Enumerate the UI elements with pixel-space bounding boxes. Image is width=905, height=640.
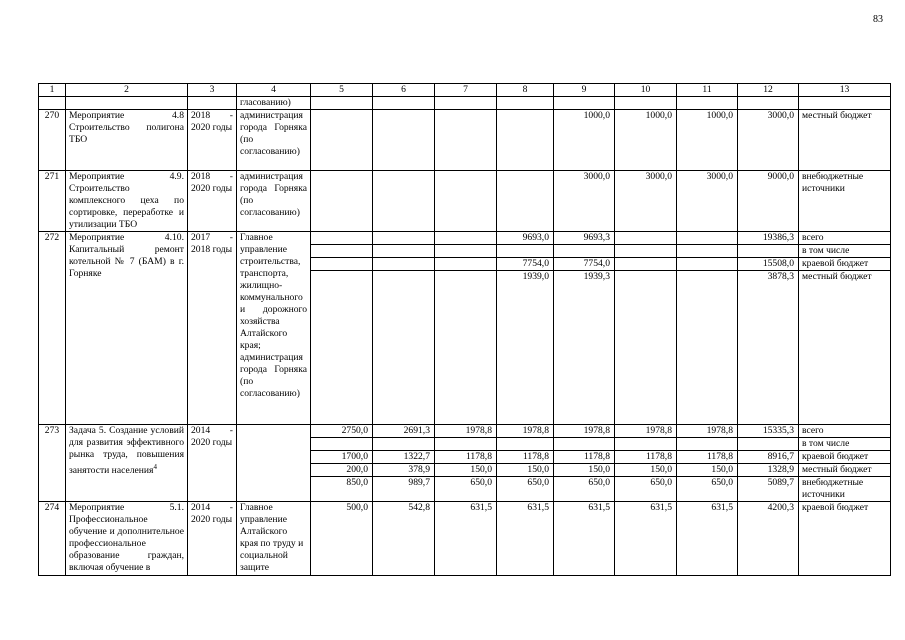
table-row — [39, 171, 891, 232]
value-cell: 200,0 — [311, 464, 373, 477]
executor-cell: Главное управление строительства, транспорта, жилищно-коммунального и дорожного хозяйства Алтайского края; администрация города Горняка (по согласованию) — [237, 232, 311, 425]
value-cell: 989,7 — [373, 477, 435, 502]
value-cell — [373, 171, 435, 232]
header-cell: 9 — [554, 84, 615, 97]
value-cell — [738, 438, 799, 451]
funding-source: в том числе — [799, 438, 891, 451]
value-cell: 3000,0 — [677, 171, 738, 232]
value-cell: 150,0 — [435, 464, 497, 477]
value-cell: 631,5 — [497, 502, 554, 576]
value-cell: 378,9 — [373, 464, 435, 477]
value-cell: 7754,0 — [497, 258, 554, 271]
value-cell: 3000,0 — [554, 171, 615, 232]
header-cell: 3 — [188, 84, 237, 97]
executor-cell: администрация города Горняка (по согласованию) — [237, 171, 311, 232]
funding-source: всего — [799, 232, 891, 245]
value-cell: 7754,0 — [554, 258, 615, 271]
value-cell: 650,0 — [554, 477, 615, 502]
value-cell: 19386,3 — [738, 232, 799, 245]
row-number: 272 — [39, 232, 66, 425]
funding-source: краевой бюджет — [799, 258, 891, 271]
value-cell: 1000,0 — [615, 110, 677, 171]
table-row — [39, 232, 891, 245]
footnote-marker: 4 — [153, 463, 157, 471]
value-cell: 500,0 — [311, 502, 373, 576]
value-cell: 3878,3 — [738, 271, 799, 425]
value-cell — [738, 245, 799, 258]
column-number-header-row — [39, 84, 891, 97]
value-cell — [311, 110, 373, 171]
period: 2018 - 2020 годы — [188, 171, 237, 232]
header-cell: 10 — [615, 84, 677, 97]
executor-cell: Главное управление Алтайского края по труду и социальной защите — [237, 502, 311, 576]
executor-cell: администрация города Горняка (по согласованию) — [237, 110, 311, 171]
period: 2018 - 2020 годы — [188, 110, 237, 171]
value-cell: 631,5 — [554, 502, 615, 576]
header-cell: 12 — [738, 84, 799, 97]
value-cell: 15335,3 — [738, 425, 799, 438]
table-row — [39, 425, 891, 438]
value-cell: 9693,0 — [497, 232, 554, 245]
table-row — [39, 502, 891, 576]
value-cell — [435, 438, 497, 451]
header-cell: 11 — [677, 84, 738, 97]
header-cell: 1 — [39, 84, 66, 97]
value-cell — [497, 438, 554, 451]
funding-source: внебюджетные источники — [799, 477, 891, 502]
header-cell: 6 — [373, 84, 435, 97]
value-cell: 2691,3 — [373, 425, 435, 438]
table-row — [39, 110, 891, 171]
value-cell: 1178,8 — [615, 451, 677, 464]
value-cell: 1322,7 — [373, 451, 435, 464]
executor-cell: гласованию) — [237, 97, 311, 110]
value-cell: 150,0 — [497, 464, 554, 477]
period: 2014 - 2020 годы — [188, 502, 237, 576]
value-cell: 650,0 — [497, 477, 554, 502]
value-cell: 150,0 — [615, 464, 677, 477]
value-cell: 3000,0 — [738, 110, 799, 171]
row-number: 270 — [39, 110, 66, 171]
value-cell: 3000,0 — [615, 171, 677, 232]
row-number: 274 — [39, 502, 66, 576]
funding-source: краевой бюджет — [799, 451, 891, 464]
value-cell: 8916,7 — [738, 451, 799, 464]
value-cell: 1178,8 — [497, 451, 554, 464]
value-cell: 1978,8 — [677, 425, 738, 438]
value-cell: 631,5 — [435, 502, 497, 576]
value-cell: 4200,3 — [738, 502, 799, 576]
activity-name: Мероприятие 4.10. Капитальный ремонт котельной № 7 (БАМ) в г. Горняке — [66, 232, 188, 425]
funding-source: краевой бюджет — [799, 502, 891, 576]
header-cell: 8 — [497, 84, 554, 97]
value-cell — [435, 110, 497, 171]
value-cell: 542,8 — [373, 502, 435, 576]
activity-name: Мероприятие 4.8 Строительство полигона ТБО — [66, 110, 188, 171]
value-cell — [497, 245, 554, 258]
value-cell: 1328,9 — [738, 464, 799, 477]
header-cell: 5 — [311, 84, 373, 97]
task-name-text: Задача 5. Создание условий для развития эффективного рынка труда, повышения занятости населения — [69, 425, 184, 477]
task-name — [66, 425, 188, 502]
value-cell — [554, 438, 615, 451]
value-cell: 1939,3 — [554, 271, 615, 425]
value-cell: 1178,8 — [435, 451, 497, 464]
value-cell: 1700,0 — [311, 451, 373, 464]
row-number: 271 — [39, 171, 66, 232]
funding-source: в том числе — [799, 245, 891, 258]
value-cell: 1178,8 — [677, 451, 738, 464]
value-cell: 1000,0 — [677, 110, 738, 171]
value-cell — [554, 245, 615, 258]
value-cell: 650,0 — [615, 477, 677, 502]
value-cell: 150,0 — [677, 464, 738, 477]
table-row — [39, 97, 891, 110]
funding-source: местный бюджет — [799, 110, 891, 171]
value-cell: 650,0 — [435, 477, 497, 502]
value-cell: 650,0 — [677, 477, 738, 502]
header-cell: 4 — [237, 84, 311, 97]
funding-source: местный бюджет — [799, 271, 891, 425]
header-cell: 7 — [435, 84, 497, 97]
funding-source: внебюджетные источники — [799, 171, 891, 232]
value-cell: 1978,8 — [435, 425, 497, 438]
row-number: 273 — [39, 425, 66, 502]
page-number: 83 — [873, 14, 883, 25]
value-cell — [677, 438, 738, 451]
header-cell: 13 — [799, 84, 891, 97]
value-cell: 1000,0 — [554, 110, 615, 171]
funding-source: всего — [799, 425, 891, 438]
header-cell: 2 — [66, 84, 188, 97]
program-activities-table — [38, 83, 891, 576]
period: 2014 - 2020 годы — [188, 425, 237, 502]
value-cell: 2750,0 — [311, 425, 373, 438]
activity-name: Мероприятие 5.1. Профессиональное обучение и дополнительное профессиональное образование граждан, включая обучение в — [66, 502, 188, 576]
activity-name: Мероприятие 4.9. Строительство комплексного цеха по сортировке, переработке и утилизации ТБО — [66, 171, 188, 232]
value-cell: 1178,8 — [554, 451, 615, 464]
value-cell: 850,0 — [311, 477, 373, 502]
value-cell — [497, 171, 554, 232]
value-cell — [311, 438, 373, 451]
funding-source: местный бюджет — [799, 464, 891, 477]
value-cell: 1978,8 — [497, 425, 554, 438]
value-cell — [311, 171, 373, 232]
period: 2017 - 2018 годы — [188, 232, 237, 425]
value-cell — [497, 110, 554, 171]
value-cell — [373, 438, 435, 451]
value-cell: 631,5 — [615, 502, 677, 576]
value-cell — [435, 171, 497, 232]
value-cell — [373, 110, 435, 171]
value-cell: 9000,0 — [738, 171, 799, 232]
value-cell: 9693,3 — [554, 232, 615, 245]
value-cell: 1939,0 — [497, 271, 554, 425]
value-cell: 5089,7 — [738, 477, 799, 502]
value-cell: 631,5 — [677, 502, 738, 576]
value-cell: 1978,8 — [615, 425, 677, 438]
value-cell: 15508,0 — [738, 258, 799, 271]
value-cell: 1978,8 — [554, 425, 615, 438]
value-cell: 150,0 — [554, 464, 615, 477]
value-cell — [615, 438, 677, 451]
